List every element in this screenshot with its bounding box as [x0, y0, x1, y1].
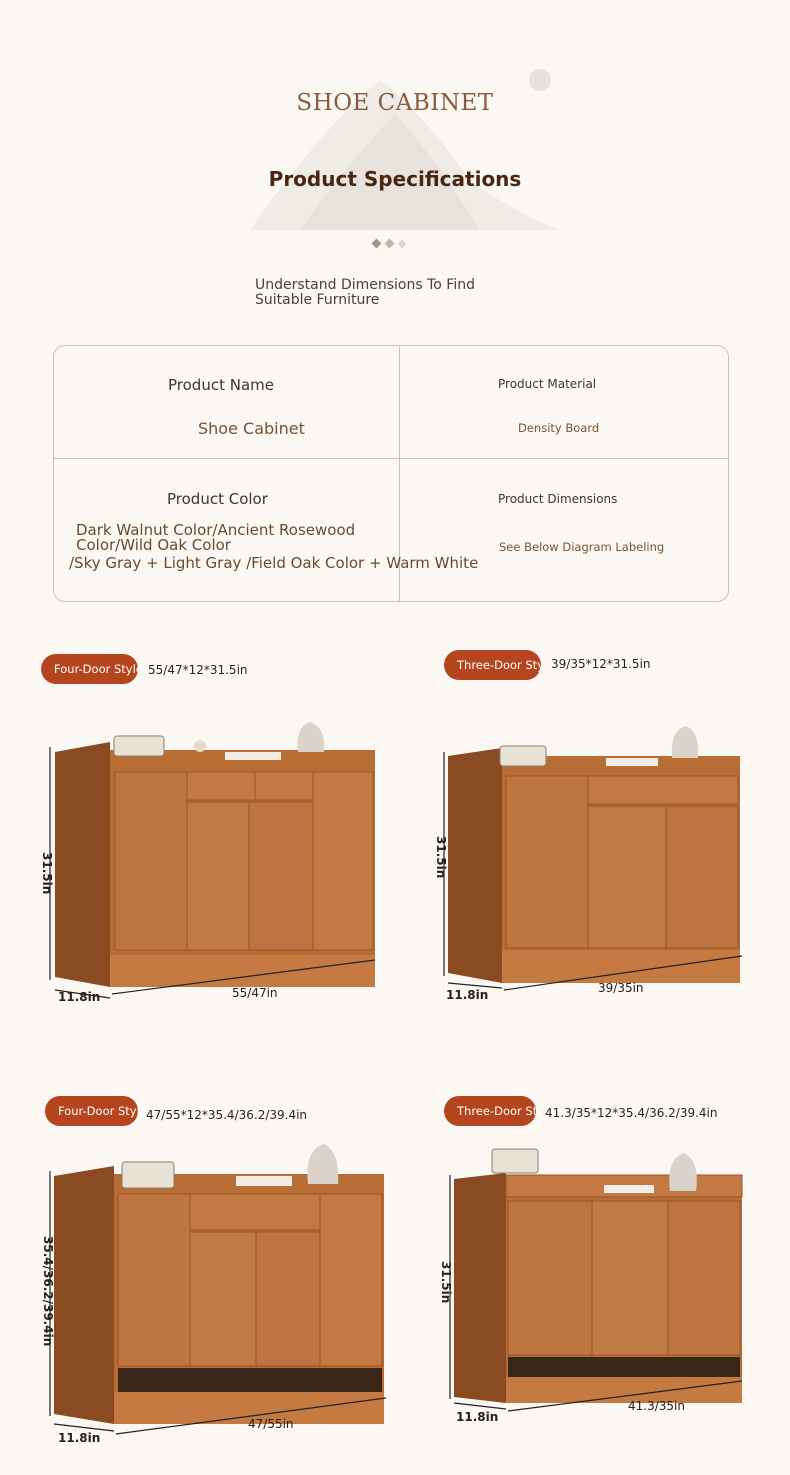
decorative-dots: [373, 240, 405, 247]
product-color-label: Product Color: [167, 490, 268, 508]
height-label: 31.5in: [40, 852, 54, 895]
depth-label: 11.8in: [446, 988, 489, 1002]
depth-label: 11.8in: [58, 1431, 101, 1445]
height-label: 35.4/36.2/39.4in: [41, 1236, 55, 1347]
cabinet-diagram-four-door: [40, 712, 385, 1012]
cabinet-diagram-three-door-shoe-rack: [438, 1145, 750, 1435]
height-label: 31.5in: [439, 1261, 453, 1304]
width-label: 47/55in: [248, 1417, 294, 1431]
product-color-line: /Sky Gray + Light Gray /Field Oak Color + Warm White: [69, 554, 479, 572]
page-title: SHOE CABINET: [296, 90, 494, 116]
product-dimensions-value: See Below Diagram Labeling: [499, 540, 665, 554]
style-dimensions: 39/35*12*31.5in: [551, 657, 651, 671]
divider: [54, 458, 728, 459]
width-label: 41.3/35in: [628, 1399, 685, 1413]
product-dimensions-label: Product Dimensions: [498, 492, 618, 506]
depth-label: 11.8in: [58, 990, 101, 1004]
cabinet-diagram-four-door-shoe-rack: [40, 1136, 392, 1451]
diamond-icon: [398, 239, 406, 247]
style-badge: Three-Door Style: [444, 650, 541, 680]
mountain-decoration: [230, 60, 570, 230]
product-name-value: Shoe Cabinet: [198, 419, 305, 438]
style-dimensions: 47/55*12*35.4/36.2/39.4in: [146, 1108, 308, 1122]
product-color-line: Dark Walnut Color/Ancient Rosewood: [76, 521, 356, 539]
product-name-label: Product Name: [168, 376, 274, 394]
height-label: 31.5in: [434, 836, 448, 879]
style-badge: Four-Door Style: [41, 654, 138, 684]
diamond-icon: [385, 239, 395, 249]
intro-line: Understand Dimensions To Find: [255, 277, 475, 293]
width-label: 55/47in: [232, 986, 278, 1000]
diamond-icon: [372, 239, 382, 249]
intro-line: Suitable Furniture: [255, 292, 380, 308]
product-color-line: Color/Wild Oak Color: [76, 536, 231, 554]
cabinet-diagram-three-door: [432, 718, 750, 1008]
style-badge: Three-Door Style: [444, 1096, 536, 1126]
page-subtitle: Product Specifications: [268, 167, 522, 191]
intro-text: [255, 278, 555, 308]
style-dimensions: 55/47*12*31.5in: [148, 663, 248, 677]
product-material-value: Density Board: [518, 421, 600, 435]
product-material-label: Product Material: [498, 377, 597, 391]
style-badge: Four-Door Style: [45, 1096, 138, 1126]
spec-table: [53, 345, 729, 602]
width-label: 39/35in: [598, 981, 644, 995]
style-dimensions: 41.3/35*12*35.4/36.2/39.4in: [545, 1106, 718, 1120]
depth-label: 11.8in: [456, 1410, 499, 1424]
